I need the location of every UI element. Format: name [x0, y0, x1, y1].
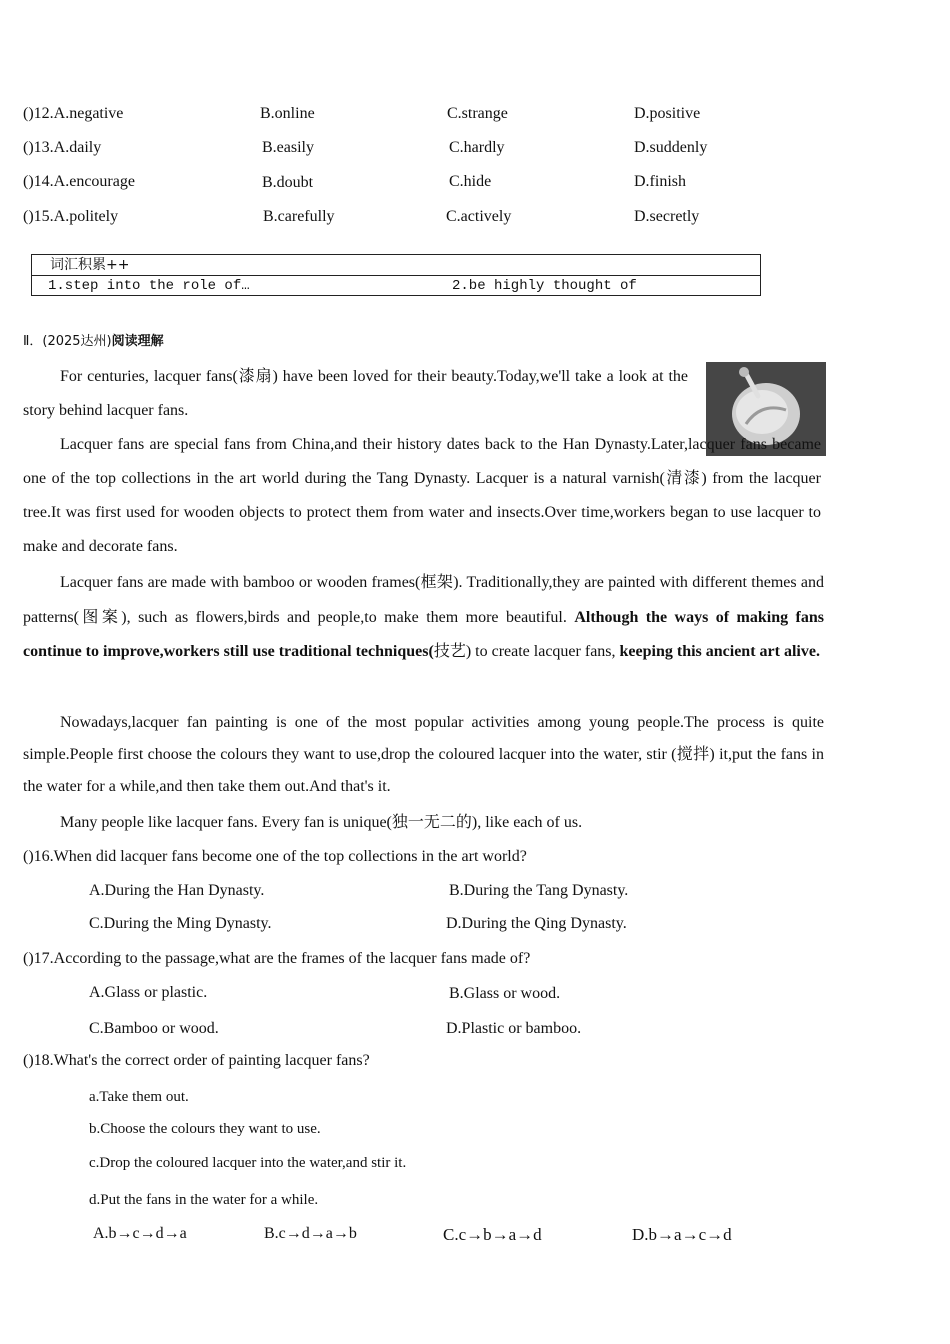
question-16-choice-a: A.During the Han Dynasty.: [89, 882, 265, 899]
question-16-choice-c: C.During the Ming Dynasty.: [89, 915, 272, 932]
passage-p3-bold-cn: 技艺: [433, 643, 466, 660]
question-12-option-d: D.positive: [634, 105, 701, 122]
question-15-option-c: C.actively: [446, 208, 512, 225]
question-15-option-b: B.carefully: [263, 208, 335, 225]
question-18-choice-a: A.b→c→d→a: [93, 1225, 187, 1242]
question-17-choice-b: B.Glass or wood.: [449, 985, 561, 1002]
question-12-option-c: C.strange: [447, 105, 508, 122]
question-17-choice-d: D.Plastic or bamboo.: [446, 1020, 582, 1037]
question-14-option-a: ()14.A.encourage: [23, 173, 135, 190]
question-18-choice-c: C.c→b→a→d: [443, 1225, 542, 1244]
passage-p3-bold-2: keeping this ancient art alive.: [619, 643, 820, 660]
question-18-choice-d: D.b→a→c→d: [632, 1225, 732, 1244]
question-18-step-c: c.Drop the coloured lacquer into the water,and stir it.: [89, 1155, 407, 1171]
vocab-items: [32, 276, 760, 296]
question-13-option-a: ()13.A.daily: [23, 139, 102, 156]
passage-p3-text: Lacquer fans are made with bamboo or wooden frames(框架). Traditionally,they are painted with different themes and patterns(图案), such as flowers,birds and people,to make them more beautiful.: [23, 574, 824, 626]
section-title: 阅读理解: [111, 334, 164, 349]
question-17-choice-c: C.Bamboo or wood.: [89, 1020, 219, 1037]
question-18-step-d: d.Put the fans in the water for a while.: [89, 1192, 319, 1208]
question-17: ()17.According to the passage,what are the frames of the lacquer fans made of?: [23, 950, 531, 967]
question-16-choice-b: B.During the Tang Dynasty.: [449, 882, 629, 899]
passage-paragraph-4: Nowadays,lacquer fan painting is one of the most popular activities among young people.The process is quite simple.People first choose the colours they want to use,drop the coloured lacquer into the water, stir (搅拌) it,put the fans in the water for a while,and then take them out.And that's it.: [23, 714, 824, 795]
passage-paragraph-1: For centuries, lacquer fans(漆扇) have been loved for their beauty.Today,we'll take a look at the story behind lacquer fans.: [23, 368, 688, 419]
passage-p3-bold-1: Although the ways of making fans continue to improve,workers still use traditional techniques(: [23, 608, 825, 660]
question-12-option-b: B.online: [260, 105, 315, 122]
passage-p3-text-2: ) to create lacquer fans,: [465, 643, 620, 660]
vocab-title: 词汇积累++: [32, 255, 760, 276]
question-18-choice-b: B.c→d→a→b: [264, 1225, 357, 1242]
passage-paragraph-5: Many people like lacquer fans. Every fan is unique(独一无二的), like each of us.: [60, 814, 583, 831]
question-13-option-c: C.hardly: [449, 139, 505, 156]
question-14-option-d: D.finish: [634, 173, 686, 190]
question-18: ()18.What's the correct order of painting lacquer fans?: [23, 1052, 370, 1069]
passage-paragraph-2: Lacquer fans are special fans from China,and their history dates back to the Han Dynasty.Later,lacquer fans became one of the top collections in the art world during the Tang Dynasty. Lacquer is a natural varnish(清漆) from the lacquer tree.It was first used for wooden objects to protect them from water and insects.Over time,workers began to use lacquer to make and decorate fans.: [23, 436, 821, 555]
question-13-option-d: D.suddenly: [634, 139, 708, 156]
vocab-item-1: 1.step into the role of…: [48, 278, 250, 294]
question-12-option-a: ()12.A.negative: [23, 105, 124, 122]
passage-paragraph-3: [23, 566, 824, 670]
question-16: ()16.When did lacquer fans become one of the top collections in the art world?: [23, 848, 527, 865]
question-14-option-c: C.hide: [449, 173, 492, 190]
question-13-option-b: B.easily: [262, 139, 314, 156]
vocab-box: [31, 254, 761, 296]
section-number: Ⅱ．(2025达州): [23, 334, 112, 349]
vocab-item-2: 2.be highly thought of: [452, 278, 637, 294]
question-16-choice-d: D.During the Qing Dynasty.: [446, 915, 627, 932]
question-15-option-d: D.secretly: [634, 208, 700, 225]
question-17-choice-a: A.Glass or plastic.: [89, 984, 208, 1001]
question-18-step-b: b.Choose the colours they want to use.: [89, 1121, 321, 1137]
question-15-option-a: ()15.A.politely: [23, 208, 119, 225]
question-14-option-b: B.doubt: [262, 174, 314, 191]
question-18-step-a: a.Take them out.: [89, 1089, 189, 1105]
section-heading: [23, 330, 164, 349]
